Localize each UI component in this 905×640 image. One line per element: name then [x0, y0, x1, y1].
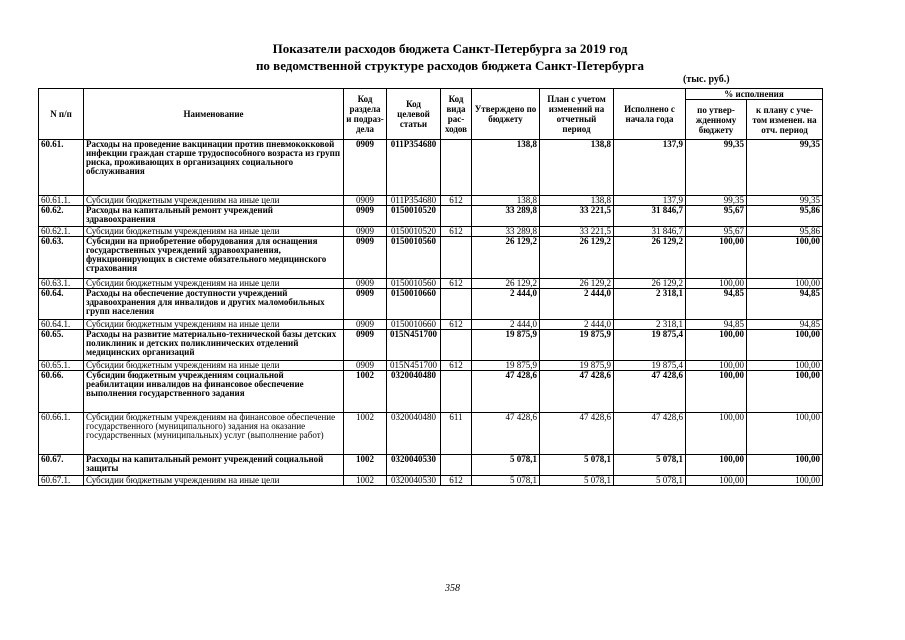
row-pct-approved: 100,00 — [686, 371, 747, 413]
table-row — [39, 330, 823, 361]
row-name: Субсидии бюджетным учреждениям на иные цели — [84, 476, 344, 486]
row-pct-plan: 99,35 — [747, 196, 823, 206]
row-plan: 2 444,0 — [540, 289, 614, 320]
row-name: Субсидии бюджетным учреждениям на иные цели — [84, 227, 344, 237]
row-number: 60.66. — [39, 371, 84, 413]
row-name: Субсидии бюджетным учреждениям социальной реабилитации инвалидов на финансовое обеспечение выполнения государственного задания — [84, 371, 344, 413]
row-section-code: 0909 — [344, 361, 387, 371]
row-pct-plan: 100,00 — [747, 237, 823, 279]
row-name: Субсидии бюджетным учреждениям на финансовое обеспечение государственного (муниципального) задания на оказание государственных (муниципальных) услуг (выполнение работ) — [84, 413, 344, 455]
row-executed: 47 428,6 — [614, 371, 686, 413]
row-number: 60.61. — [39, 140, 84, 196]
row-pct-plan: 100,00 — [747, 413, 823, 455]
row-expense-type: 611 — [441, 413, 472, 455]
row-pct-approved: 100,00 — [686, 413, 747, 455]
row-pct-approved: 99,35 — [686, 196, 747, 206]
header-target: Код целевой статьи — [387, 89, 441, 140]
row-section-code: 0909 — [344, 237, 387, 279]
header-plan: План с учетом изменений на отчетный период — [540, 89, 614, 140]
header-percent-group: % исполнения — [686, 89, 823, 100]
page-number: 358 — [445, 583, 460, 594]
row-expense-type — [441, 371, 472, 413]
row-approved: 33 289,8 — [472, 206, 540, 227]
row-name: Субсидии бюджетным учреждениям на иные цели — [84, 361, 344, 371]
row-number: 60.62.1. — [39, 227, 84, 237]
table-row — [39, 361, 823, 371]
row-pct-approved: 100,00 — [686, 279, 747, 289]
row-number: 60.64. — [39, 289, 84, 320]
row-approved: 5 078,1 — [472, 476, 540, 486]
row-expense-type: 612 — [441, 476, 472, 486]
page-subtitle: по ведомственной структуре расходов бюджета Санкт-Петербурга — [255, 58, 645, 73]
row-expense-type: 612 — [441, 361, 472, 371]
row-executed: 2 318,1 — [614, 320, 686, 330]
row-section-code: 1002 — [344, 413, 387, 455]
row-target-code: 0320040480 — [387, 371, 441, 413]
row-number: 60.62. — [39, 206, 84, 227]
row-executed: 31 846,7 — [614, 206, 686, 227]
row-pct-approved: 100,00 — [686, 330, 747, 361]
row-target-code: 0150010660 — [387, 320, 441, 330]
row-approved: 2 444,0 — [472, 289, 540, 320]
row-expense-type — [441, 455, 472, 476]
row-target-code: 0150010520 — [387, 206, 441, 227]
row-executed: 26 129,2 — [614, 279, 686, 289]
row-approved: 2 444,0 — [472, 320, 540, 330]
header-name: Наименование — [84, 89, 344, 140]
row-number: 60.67.1. — [39, 476, 84, 486]
row-plan: 47 428,6 — [540, 371, 614, 413]
row-plan: 5 078,1 — [540, 476, 614, 486]
row-target-code: 0320040480 — [387, 413, 441, 455]
row-pct-plan: 94,85 — [747, 320, 823, 330]
row-approved: 19 875,9 — [472, 361, 540, 371]
header-approved: Утверждено по бюджету — [472, 89, 540, 140]
row-pct-plan: 95,86 — [747, 206, 823, 227]
row-section-code: 0909 — [344, 320, 387, 330]
page-title: Показатели расходов бюджета Санкт-Петербурга за 2019 год — [272, 41, 628, 56]
table-row — [39, 196, 823, 206]
row-pct-plan: 100,00 — [747, 279, 823, 289]
row-number: 60.63. — [39, 237, 84, 279]
row-plan: 138,8 — [540, 140, 614, 196]
table-body — [39, 140, 823, 486]
row-plan: 33 221,5 — [540, 227, 614, 237]
row-plan: 2 444,0 — [540, 320, 614, 330]
row-approved: 33 289,8 — [472, 227, 540, 237]
row-expense-type: 612 — [441, 320, 472, 330]
row-number: 60.61.1. — [39, 196, 84, 206]
row-number: 60.66.1. — [39, 413, 84, 455]
row-pct-plan: 99,35 — [747, 140, 823, 196]
row-pct-approved: 100,00 — [686, 361, 747, 371]
row-plan: 47 428,6 — [540, 413, 614, 455]
table-row — [39, 320, 823, 330]
row-target-code: 011Р354680 — [387, 140, 441, 196]
header-executed: Исполнено с начала года — [614, 89, 686, 140]
row-executed: 5 078,1 — [614, 476, 686, 486]
row-executed: 31 846,7 — [614, 227, 686, 237]
row-target-code: 0150010560 — [387, 279, 441, 289]
row-executed: 137,9 — [614, 140, 686, 196]
row-pct-plan: 100,00 — [747, 476, 823, 486]
row-target-code: 0320040530 — [387, 476, 441, 486]
row-number: 60.65.1. — [39, 361, 84, 371]
row-approved: 19 875,9 — [472, 330, 540, 361]
row-expense-type — [441, 206, 472, 227]
row-section-code: 1002 — [344, 476, 387, 486]
row-name: Расходы на капитальный ремонт учреждений здравоохранения — [84, 206, 344, 227]
row-pct-plan: 100,00 — [747, 455, 823, 476]
row-approved: 26 129,2 — [472, 237, 540, 279]
row-pct-approved: 100,00 — [686, 455, 747, 476]
row-target-code: 0320040530 — [387, 455, 441, 476]
row-name: Расходы на развитие материально-технической базы детских поликлиник и детских поликлинических отделений медицинских организаций — [84, 330, 344, 361]
row-approved: 138,8 — [472, 196, 540, 206]
row-pct-approved: 99,35 — [686, 140, 747, 196]
row-expense-type: 612 — [441, 196, 472, 206]
row-expense-type — [441, 289, 472, 320]
row-section-code: 1002 — [344, 455, 387, 476]
header-pct-plan: к плану с уче-том изменен. на отч. период — [747, 100, 823, 140]
table-row — [39, 413, 823, 455]
row-target-code: 0150010560 — [387, 237, 441, 279]
row-target-code: 0150010520 — [387, 227, 441, 237]
row-target-code: 015N451700 — [387, 330, 441, 361]
row-plan: 26 129,2 — [540, 237, 614, 279]
header-type: Код вида рас-ходов — [441, 89, 472, 140]
header-pct-approved: по утвер-жденному бюджету — [686, 100, 747, 140]
row-plan: 19 875,9 — [540, 330, 614, 361]
table-row — [39, 455, 823, 476]
table-row — [39, 371, 823, 413]
row-plan: 5 078,1 — [540, 455, 614, 476]
table-row — [39, 289, 823, 320]
row-executed: 19 875,4 — [614, 361, 686, 371]
row-pct-plan: 95,86 — [747, 227, 823, 237]
row-pct-approved: 94,85 — [686, 320, 747, 330]
row-pct-approved: 95,67 — [686, 206, 747, 227]
row-name: Субсидии бюджетным учреждениям на иные цели — [84, 320, 344, 330]
row-approved: 47 428,6 — [472, 371, 540, 413]
table-row — [39, 227, 823, 237]
row-pct-approved: 100,00 — [686, 476, 747, 486]
row-name: Субсидии бюджетным учреждениям на иные цели — [84, 196, 344, 206]
row-expense-type: 612 — [441, 279, 472, 289]
row-pct-plan: 94,85 — [747, 289, 823, 320]
table-row — [39, 140, 823, 196]
row-plan: 19 875,9 — [540, 361, 614, 371]
row-name: Расходы на проведение вакцинации против пневмококковой инфекции граждан старше трудоспособного возраста из групп риска, проживающих в организациях социального обслуживания — [84, 140, 344, 196]
table-row — [39, 476, 823, 486]
row-number: 60.63.1. — [39, 279, 84, 289]
row-pct-plan: 100,00 — [747, 361, 823, 371]
row-executed: 19 875,4 — [614, 330, 686, 361]
row-pct-plan: 100,00 — [747, 330, 823, 361]
row-executed: 2 318,1 — [614, 289, 686, 320]
row-section-code: 0909 — [344, 289, 387, 320]
row-executed: 5 078,1 — [614, 455, 686, 476]
row-pct-approved: 94,85 — [686, 289, 747, 320]
row-pct-plan: 100,00 — [747, 371, 823, 413]
table-row — [39, 279, 823, 289]
row-target-code: 015N451700 — [387, 361, 441, 371]
row-number: 60.67. — [39, 455, 84, 476]
row-section-code: 0909 — [344, 196, 387, 206]
row-name: Субсидии бюджетным учреждениям на иные цели — [84, 279, 344, 289]
row-section-code: 0909 — [344, 330, 387, 361]
row-expense-type — [441, 237, 472, 279]
row-section-code: 0909 — [344, 206, 387, 227]
row-executed: 47 428,6 — [614, 413, 686, 455]
row-pct-approved: 100,00 — [686, 237, 747, 279]
row-executed: 137,9 — [614, 196, 686, 206]
row-name: Расходы на обеспечение доступности учреждений здравоохранения для инвалидов и других маломобильных групп населения — [84, 289, 344, 320]
table-row — [39, 206, 823, 227]
units-label: (тыс. руб.) — [683, 74, 730, 85]
row-target-code: 0150010660 — [387, 289, 441, 320]
row-target-code: 011Р354680 — [387, 196, 441, 206]
row-approved: 138,8 — [472, 140, 540, 196]
table-row — [39, 237, 823, 279]
row-name: Субсидии на приобретение оборудования для оснащения государственных учреждений здравоохранения, функционирующих в системе обязательного медицинского страхования — [84, 237, 344, 279]
row-approved: 47 428,6 — [472, 413, 540, 455]
row-expense-type — [441, 140, 472, 196]
row-section-code: 0909 — [344, 227, 387, 237]
row-plan: 33 221,5 — [540, 206, 614, 227]
row-section-code: 0909 — [344, 140, 387, 196]
expenditure-table — [38, 88, 823, 486]
row-approved: 5 078,1 — [472, 455, 540, 476]
row-section-code: 0909 — [344, 279, 387, 289]
row-approved: 26 129,2 — [472, 279, 540, 289]
row-number: 60.65. — [39, 330, 84, 361]
row-expense-type — [441, 330, 472, 361]
header-num: N п/п — [39, 89, 84, 140]
row-number: 60.64.1. — [39, 320, 84, 330]
header-section: Код раздела и подраз-дела — [344, 89, 387, 140]
row-plan: 138,8 — [540, 196, 614, 206]
row-executed: 26 129,2 — [614, 237, 686, 279]
row-plan: 26 129,2 — [540, 279, 614, 289]
row-section-code: 1002 — [344, 371, 387, 413]
row-expense-type: 612 — [441, 227, 472, 237]
row-pct-approved: 95,67 — [686, 227, 747, 237]
row-name: Расходы на капитальный ремонт учреждений социальной защиты — [84, 455, 344, 476]
